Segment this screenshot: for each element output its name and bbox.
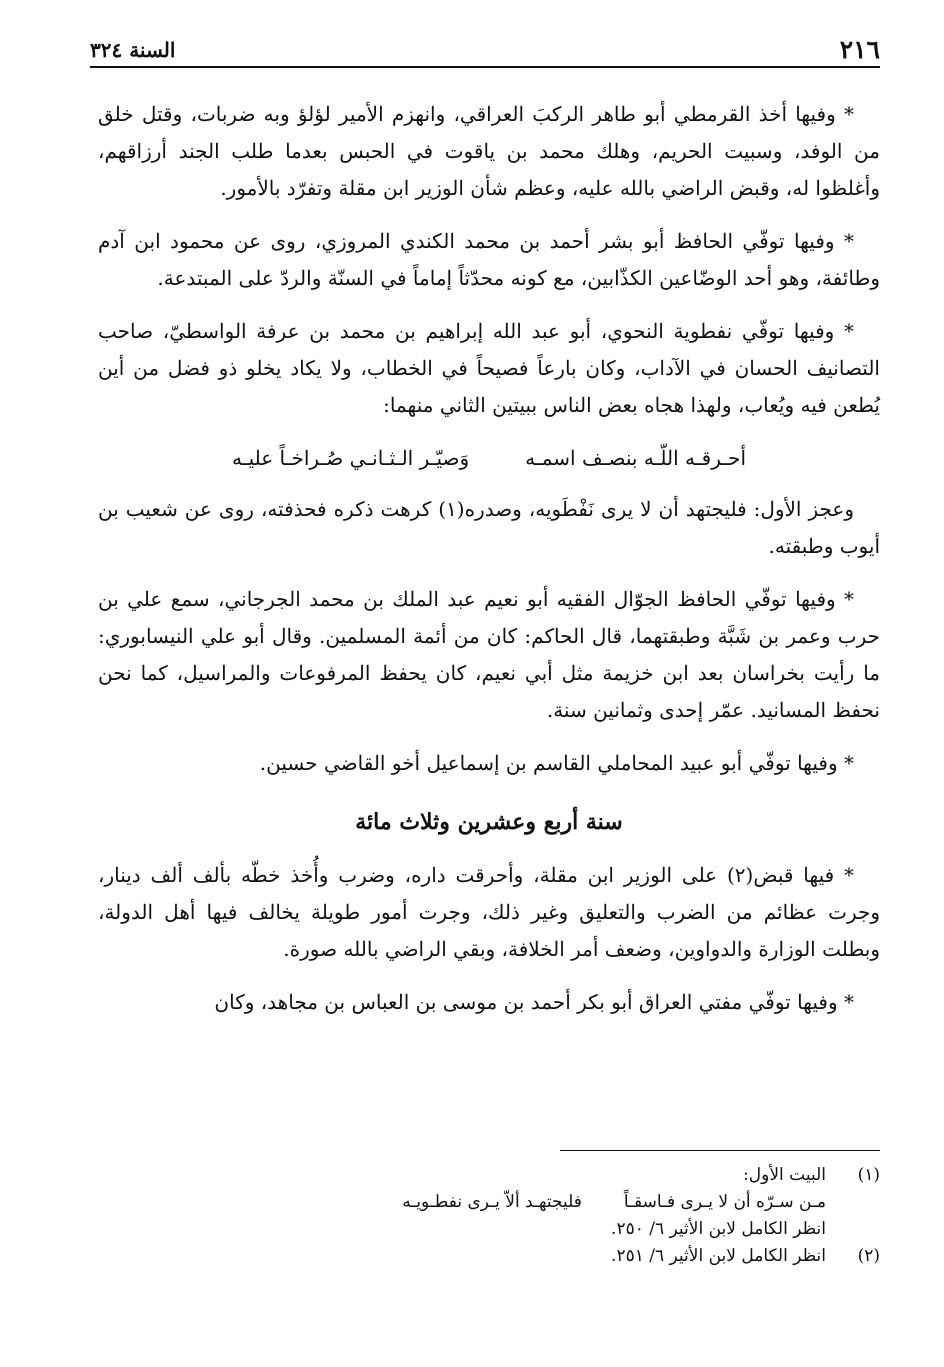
paragraph: * وفيها توفّي أبو عبيد المحاملي القاسم بن إسماعيل أخو القاضي حسين.	[259, 751, 854, 775]
footnote-number: (٢)	[857, 1246, 880, 1266]
footnotes	[140, 1162, 880, 1270]
footnote-label: البيت الأول:	[743, 1165, 826, 1185]
footnote-verse-second: فليجتهـد ألاّ يـرى نفطـويـه	[402, 1192, 582, 1212]
paragraph: * فيها قبض(٢) على الوزير ابن مقلة، وأحرقت داره، وضرب وأُخذ خطّه بألف ألف دينار، وجرت عظائم من الضرب والتعليق وغير ذلك، وجرت أمور طويلة يخالف فيها أهل الدولة، وبطلت الوزارة والدواوين، وضعف أمر الخلافة، وبقي الراضي بالله صورة.	[98, 863, 880, 961]
footnote-2	[140, 1243, 880, 1270]
footnote-reference: انظر الكامل لابن الأثير ٦/ ٢٥١.	[611, 1246, 826, 1266]
poem-verse	[98, 440, 880, 477]
running-title: السنة ٣٢٤	[90, 38, 176, 62]
footnote-1	[140, 1162, 880, 1189]
footnote-reference: انظر الكامل لابن الأثير ٦/ ٢٥٠.	[611, 1219, 826, 1239]
footnote-verse-first: مـن سـرّه أن لا يـرى فـاسقـاً	[623, 1192, 826, 1212]
page-number: ٢١٦	[839, 35, 880, 64]
paragraph: * وفيها توفّي الحافظ أبو بشر أحمد بن محمد الكندي المروزي، روى عن محمود ابن آدم وطائفة، وهو أحد الوضّاعين الكذّابين، مع كونه محدّثاً إماماً في السنّة والردّ على المبتدعة.	[98, 229, 880, 290]
paragraph: * وفيها توفّي الحافظ الجوّال الفقيه أبو نعيم عبد الملك بن محمد الجرجاني، سمع علي بن حرب وعمر بن شَبَّة وطبقتهما، قال الحاكم: كان من أئمة المسلمين. وقال أبو علي النيسابوري: ما رأيت بخراسان بعد ابن خزيمة مثل أبي نعيم، كان يحفظ المرفوعات والمراسيل، كما نحن نحفظ المسانيد. عمّر إحدى وثمانين سنة.	[98, 587, 880, 722]
footnote-divider	[560, 1150, 880, 1151]
footnote-verse	[140, 1189, 880, 1216]
paragraph: * وفيها توفّي نفطوية النحوي، أبو عبد الله إبراهيم بن محمد بن عرفة الواسطيّ، صاحب التصانيف الحسان في الآداب، وكان بارعاً فصيحاً في الخطاب، ولا يكاد يخلو ذو فضل من أين يُطعن فيه ويُعاب، ولهذا هجاه بعض الناس ببيتين الثاني منهما:	[98, 319, 880, 417]
paragraph: وعجز الأول: فليجتهد أن لا يرى نَفْطَويه، وصدره(١) كرهت ذكره فحذفته، روى عن شعيب بن أيوب وطبقته.	[98, 497, 880, 558]
page-header	[90, 30, 880, 68]
verse-second-hemistich: وَصيّـر الـثـانـي صُـراخـاً عليـه	[231, 446, 470, 470]
paragraph: * وفيها أخذ القرمطي أبو طاهر الركبَ العراقي، وانهزم الأمير لؤلؤ وبه ضربات، وقتل خلق من الوفد، وسبيت الحريم، وهلك محمد بن ياقوت في الحبس بعدما طلب الجند أرزاقهم، وأغلظوا له، وقبض الراضي بالله عليه، وعظم شأن الوزير ابن مقلة وتفرّد بالأمور.	[98, 102, 880, 200]
paragraph: * وفيها توفّي مفتي العراق أبو بكر أحمد بن موسى بن العباس بن مجاهد، وكان	[214, 990, 854, 1014]
section-heading: سنة أربع وعشرين وثلاث مائة	[355, 809, 623, 835]
main-text	[98, 96, 880, 1037]
footnote-number: (١)	[857, 1165, 880, 1185]
verse-first-hemistich: أحـرقـه اللّـه بنصـف اسمـه	[525, 446, 747, 470]
